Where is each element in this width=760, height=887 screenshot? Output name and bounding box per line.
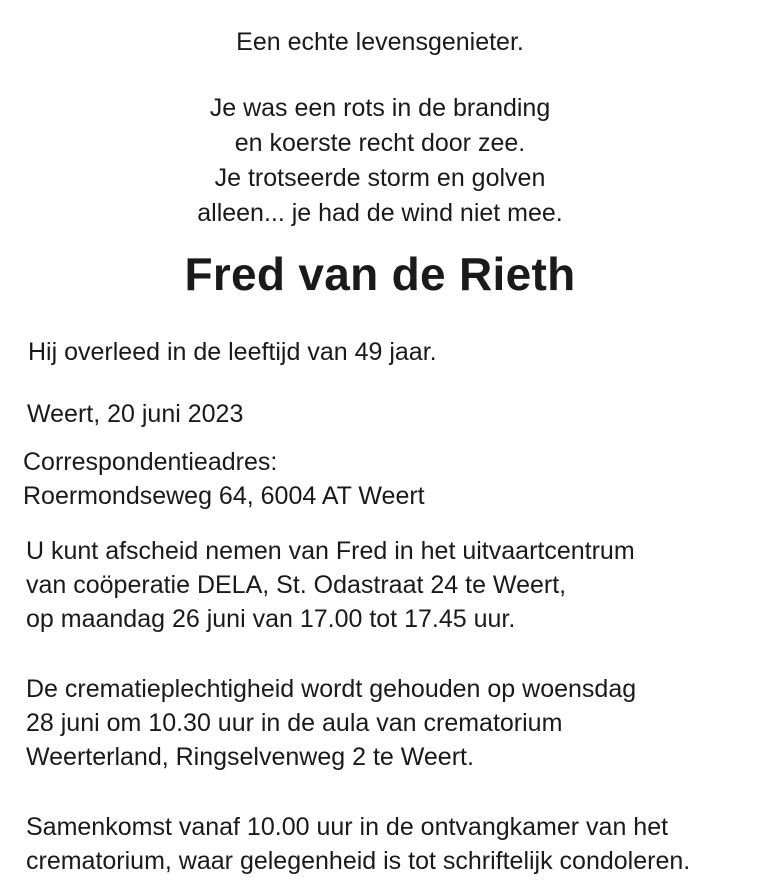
paragraph-line: 28 juni om 10.30 uur in de aula van crematorium (26, 709, 563, 737)
poem-line: Je was een rots in de branding (209, 94, 551, 122)
paragraph-line: De crematieplechtigheid wordt gehouden op woensdag (26, 675, 637, 703)
poem-intro: Een echte levensgenieter. (236, 28, 524, 56)
place-date: Weert, 20 juni 2023 (27, 400, 244, 428)
poem-line: en koerste recht door zee. (234, 129, 526, 157)
poem-line: Je trotseerde storm en golven (214, 164, 546, 192)
deceased-name: Fred van de Rieth (184, 248, 576, 300)
paragraph-line: Weerterland, Ringselvenweg 2 te Weert. (26, 743, 474, 771)
poem-line: alleen... je had de wind niet mee. (197, 199, 563, 227)
paragraph-line: crematorium, waar gelegenheid is tot schriftelijk condoleren. (26, 847, 691, 875)
paragraph-line: U kunt afscheid nemen van Fred in het uitvaartcentrum (26, 537, 635, 565)
paragraph-line: van coöperatie DELA, St. Odastraat 24 te Weert, (26, 571, 567, 599)
age-statement: Hij overleed in de leeftijd van 49 jaar. (28, 338, 437, 366)
correspondence-address: Roermondseweg 64, 6004 AT Weert (23, 482, 425, 510)
correspondence-label: Correspondentieadres: (23, 448, 278, 476)
paragraph-line: Samenkomst vanaf 10.00 uur in de ontvangkamer van het (26, 813, 669, 841)
paragraph-line: op maandag 26 juni van 17.00 tot 17.45 uur. (26, 605, 516, 633)
